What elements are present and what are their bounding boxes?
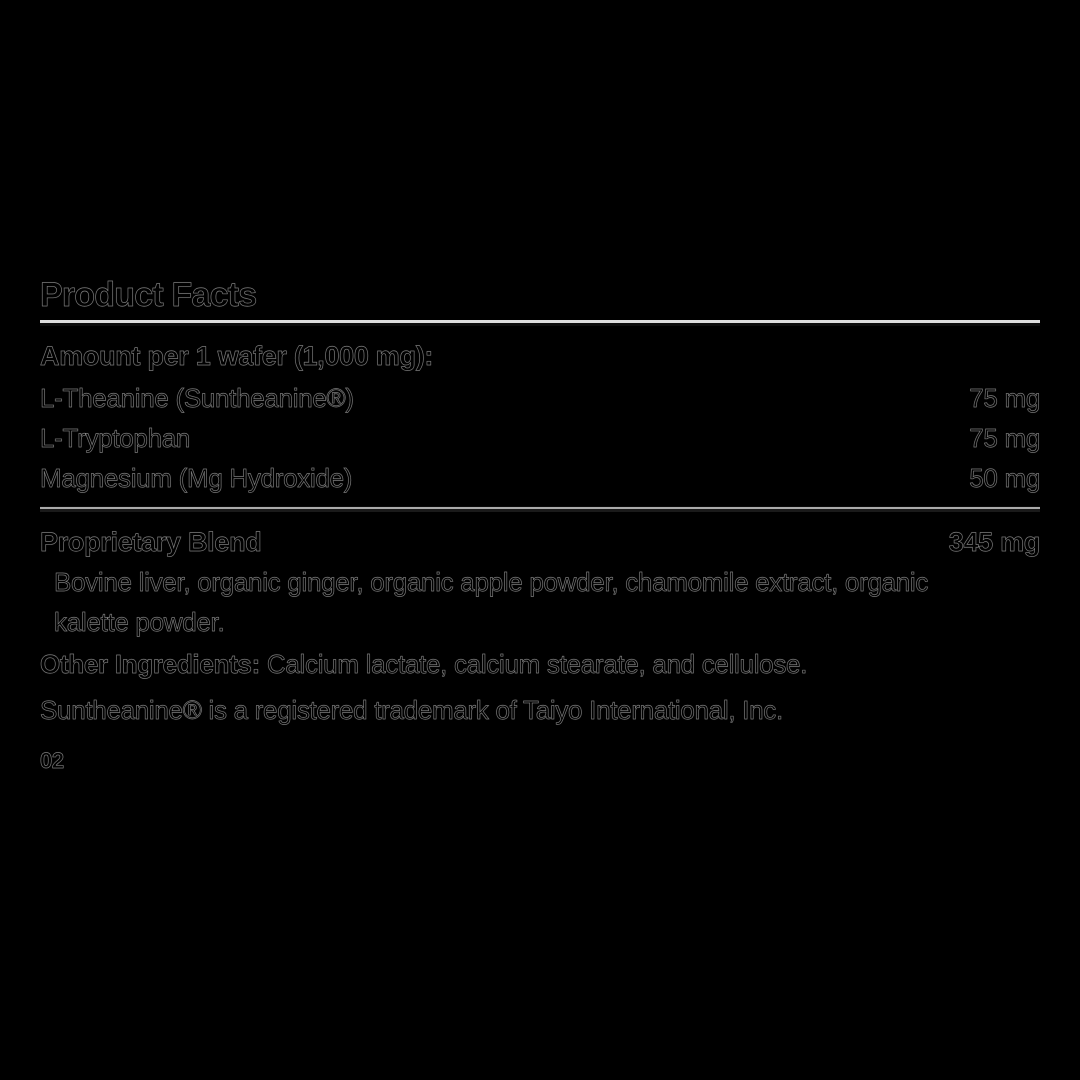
other-ingredients-text: Calcium lactate, calcium stearate, and cellulose. bbox=[259, 649, 808, 679]
ingredient-name: L-Theanine (Suntheanine®) bbox=[40, 383, 354, 413]
title-divider-rule bbox=[40, 318, 1040, 326]
blend-description-line: kalette powder. bbox=[54, 607, 225, 637]
ingredient-amount: 75 mg bbox=[969, 383, 1040, 413]
serving-size-line: Amount per 1 wafer (1,000 mg): bbox=[40, 341, 434, 371]
footer-code: 02 bbox=[40, 748, 64, 773]
ingredient-amount: 50 mg bbox=[969, 463, 1040, 493]
trademark-note: Suntheanine® is a registered trademark of Taiyo International, Inc. bbox=[40, 695, 783, 725]
ingredient-amount: 75 mg bbox=[969, 423, 1040, 453]
blend-description-line: Bovine liver, organic ginger, organic apple powder, chamomile extract, organic bbox=[54, 567, 929, 597]
ingredient-row bbox=[40, 458, 1040, 498]
ingredient-rows bbox=[40, 378, 1040, 498]
blend-amount: 345 mg bbox=[948, 527, 1040, 557]
blend-description bbox=[40, 562, 1024, 642]
section-divider-rule bbox=[40, 506, 1040, 512]
proprietary-blend-row bbox=[40, 522, 1040, 562]
other-ingredients-label: Other Ingredients: bbox=[40, 649, 260, 679]
blend-name: Proprietary Blend bbox=[40, 527, 262, 557]
other-ingredients-line bbox=[40, 644, 1040, 684]
ingredient-name: Magnesium (Mg Hydroxide) bbox=[40, 463, 353, 493]
ingredient-row bbox=[40, 418, 1040, 458]
ingredient-row bbox=[40, 378, 1040, 418]
product-facts-title: Product Facts bbox=[40, 276, 257, 314]
ingredient-name: L-Tryptophan bbox=[40, 423, 191, 453]
